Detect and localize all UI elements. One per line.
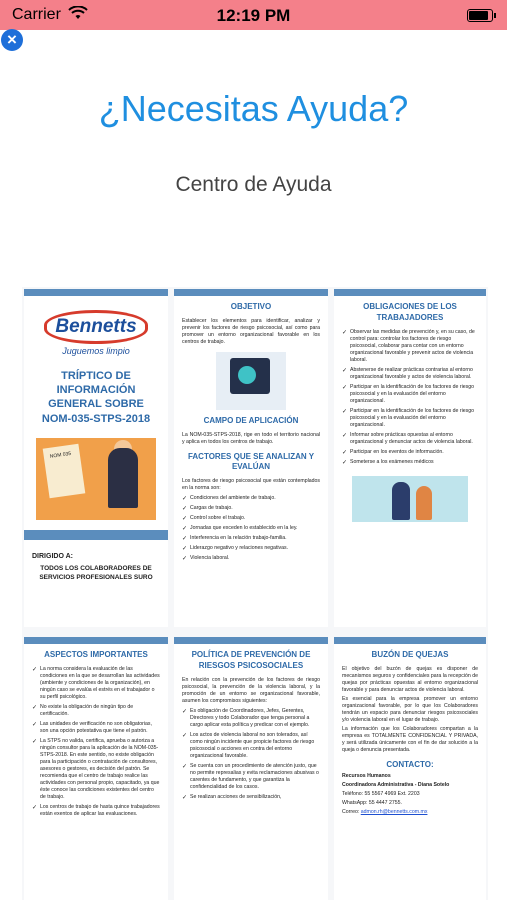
dirigido-text: TODOS LOS COLABORADORES DE SERVICIOS PROFESIONALES SURO <box>39 565 153 582</box>
page-subtitle: Centro de Ayuda <box>175 173 332 196</box>
list-item: ✓ Los actos de violencia laboral no son tolerados, así como ningún incidente que propicie factores de riesgo psicosocial o acciones en contra del entorno organizacional favorable. <box>190 732 320 760</box>
contact-email-row: Correo: admon.rh@bennetts.com.mx <box>342 808 428 815</box>
list-item: ✓ Condiciones del ambiente de trabajo. <box>190 495 320 502</box>
buzon-title: BUZÓN DE QUEJAS <box>371 650 449 659</box>
illustration: NOM 035 <box>36 438 156 520</box>
list-item: ✓ Someterse a los exámenes médicos <box>350 459 478 466</box>
buzon-p2: Es esencial para la empresa promover un entorno organizacional favorable, por lo que los Colaboradores tendrán un espacio para denunciar riesgos psicosociales y/o violencia laboral en el lugar de trabajo. <box>342 695 478 723</box>
buzon-p1: El objetivo del buzón de quejas es disponer de mecanismos seguros y confidenciales para la recepción de quejas por prácticas opuestas al entorno organizacional favorable y para denunciar actos de violencia laboral. <box>342 665 478 693</box>
list-item: ✓ Jornadas que exceden lo establecido en la ley. <box>190 525 320 532</box>
obligaciones-title: OBLIGACIONES DE LOS TRABAJADORES <box>363 302 457 322</box>
politica-title: POLÍTICA DE PREVENCIÓN DE RIESGOS PSICOSOCIALES <box>191 650 311 670</box>
list-item: ✓ Observar las medidas de prevención y, en su caso, de control para: controlar los factores de riesgo psicosocial, colaborar para contar con un entorno organizacional favorable y prevenir actos de violencia laboral. <box>350 329 478 364</box>
list-item: ✓ Abstenerse de realizar prácticas contrarias al entorno organizacional favorable y actos de violencia laboral. <box>350 367 478 381</box>
dirigido-label: DIRIGIDO A: <box>32 552 73 560</box>
panel-objetivo <box>174 289 328 627</box>
list-item: ✓ Participar en los eventos de información. <box>350 449 478 456</box>
people-illustration <box>352 476 468 522</box>
factores-title: FACTORES QUE SE ANALIZAN Y EVALÚAN <box>187 451 315 472</box>
list-item: ✓ Las unidades de verificación no son obligatorias, son una opción potestativa que tiene el patrón. <box>40 721 160 735</box>
aspectos-title: ASPECTOS IMPORTANTES <box>44 650 148 659</box>
list-item: ✓ Participar en la identificación de los factores de riesgo psicosocial y en la evaluación del entorno organizacional. <box>350 384 478 405</box>
list-item: ✓ Los centros de trabajo de hasta quince trabajadores están exentos de aplicar las evaluaciones. <box>40 804 160 818</box>
panel-obligaciones <box>334 289 486 627</box>
email-link[interactable]: admon.rh@bennetts.com.mx <box>360 808 428 815</box>
factores-intro: Los factores de riesgo psicosocial que están contemplados en la norma son: <box>182 478 320 492</box>
list-item: ✓ Se cuenta con un procedimiento de atención justo, que no permite represalias y evita reclamaciones abusivas o carentes de fundamento, y que garantiza la confidencialidad de los casos. <box>190 763 320 791</box>
buzon-p3: La información que los Colaboradores compartan a la empresa es TOTALMENTE CONFIDENCIAL Y PRIVADA, y será utilizada únicamente con el fin de dar solución a la queja o denuncia presentada. <box>342 725 478 753</box>
close-icon[interactable]: × <box>1 29 23 51</box>
politica-intro: En relación con la prevención de los factores de riesgo psicosocial, la prevención de la violencia laboral, y la promoción de un entorno se organizacional favorable, asumen los compromisos siguientes: <box>182 676 320 704</box>
list-item: ✓ Participar en la identificación de los factores de riesgo psicosocial y en la evaluación del entorno organizacional. <box>350 408 478 429</box>
list-item: ✓ Se realizan acciones de sensibilización, <box>190 794 320 801</box>
brochure-image <box>22 287 488 900</box>
list-item: ✓ La norma considera la evaluación de las condiciones en la que se desarrollan las actividades (ambiente y condiciones de la organización), en ningún caso se evalúa el estrés en el trabajador o su perfil psicológico. <box>40 666 160 701</box>
objetivo-title: OBJETIVO <box>230 302 272 311</box>
list-item: ✓ Interferencia en la relación trabajo-familia. <box>190 535 320 542</box>
contact-dept: Recursos Humanos <box>342 772 391 779</box>
panel-politica <box>174 637 328 900</box>
list-item: ✓ Cargas de trabajo. <box>190 505 320 512</box>
list-item: ✓ No existe la obligación de ningún tipo de certificación. <box>40 704 160 718</box>
contact-tel: Teléfono: 55 5567 4969 Ext. 2203 <box>342 790 420 797</box>
bennetts-logo: Bennetts Juguemos limpio <box>41 310 151 357</box>
list-item: ✓ Control sobre el trabajo. <box>190 515 320 522</box>
clock: 12:19 PM <box>216 6 291 25</box>
page-title: ¿Necesitas Ayuda? <box>98 88 409 129</box>
campo-text: La NOM-035-STPS-2018, rige en todo el territorio nacional y aplica en todos los centros de trabajo. <box>182 431 320 445</box>
panel-buzon <box>334 637 486 900</box>
panel-aspectos <box>24 637 168 900</box>
triptico-title: TRÍPTICO DE INFORMACIÓN GENERAL SOBRE NOM-035-STPS-2018 <box>41 369 151 425</box>
list-item: ✓ Liderazgo negativo y relaciones negativas. <box>190 545 320 552</box>
list-item: ✓ Es obligación de Coordinadores, Jefes, Gerentes, Directores y todo Colaborador que tenga personal a cargo aplicar esta política y predicar con el ejemplo. <box>190 708 320 729</box>
list-item: ✓ La STPS no valida, certifica, aprueba o autoriza a ningún consultor para la aplicación de la NOM-035-STPS-2018. En este sentido, no existe obligación para la participación o contratación de consultores, asesores o gestores, es decisión del patrón. Se recomienda que el centro de trabajo realice las actividades con personal propio, capacitado, ya que éste conoce las condiciones existentes del centro de trabajo. <box>40 738 160 801</box>
carrier-label: Carrier <box>12 6 61 23</box>
analysis-illustration <box>216 352 286 410</box>
status-bar <box>0 0 507 30</box>
contact-title: CONTACTO: <box>386 759 434 769</box>
objetivo-text: Establecer los elementos para identificar, analizar y prevenir los factores de riesgo psicosocial, así como para promover un entorno organizacional favorable en los centros de trabajo. <box>182 317 320 345</box>
battery-icon <box>467 9 493 22</box>
list-item: ✓ Informar sobre prácticas opuestas al entorno organizacional y denunciar actos de violencia laboral. <box>350 432 478 446</box>
campo-title: CAMPO DE APLICACIÓN <box>203 415 299 425</box>
contact-coord: Coordinadora Administrativa - Diana Sotelo <box>342 781 450 788</box>
contact-whatsapp: WhatsApp: 55 4447 2755. <box>342 799 402 806</box>
panel-cover <box>24 289 168 627</box>
list-item: ✓ Violencia laboral. <box>190 555 320 562</box>
